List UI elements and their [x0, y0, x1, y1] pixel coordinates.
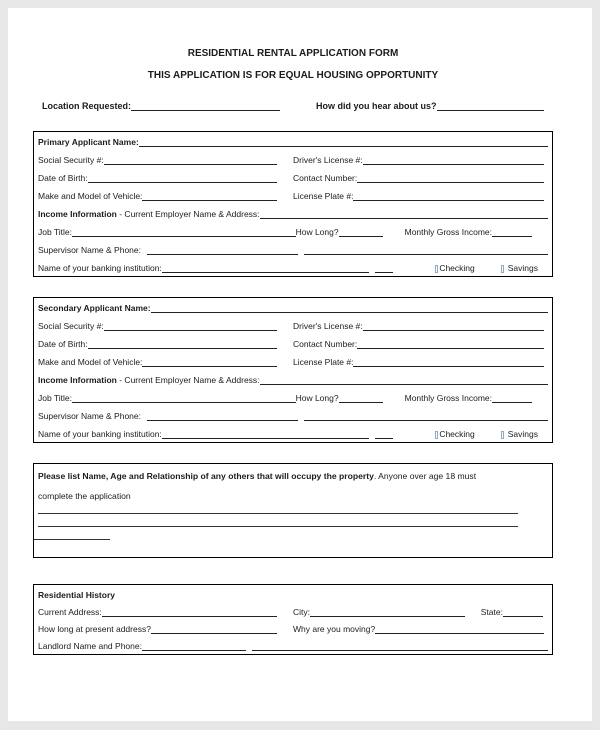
landlord-row	[34, 637, 552, 654]
intro-row	[33, 97, 553, 111]
income-information-bold: Income Information	[38, 209, 117, 219]
bank-row	[34, 424, 552, 442]
job-title-line[interactable]	[72, 235, 296, 237]
secondary-applicant-section	[33, 297, 553, 443]
applicant-name-label: Primary Applicant Name:	[38, 137, 139, 147]
bank-label: Name of your banking institution:	[38, 263, 162, 273]
license-plate-field	[293, 191, 548, 201]
vehicle-plate-row	[34, 352, 552, 370]
savings-checkbox[interactable]	[501, 263, 538, 273]
vehicle-field	[38, 191, 293, 201]
vehicle-field	[38, 357, 293, 367]
document-page	[8, 8, 592, 721]
drivers-license-field	[293, 155, 548, 165]
employer-row	[34, 204, 552, 222]
how-long-label: How Long?	[295, 393, 339, 403]
hear-about-field	[316, 101, 544, 111]
supervisor-row	[34, 406, 552, 424]
bank-line[interactable]	[162, 437, 370, 439]
residential-history-section	[33, 584, 553, 655]
ssn-field	[38, 155, 293, 165]
supervisor-label: Supervisor Name & Phone:	[38, 411, 141, 421]
occupants-section	[33, 463, 553, 558]
landlord-label: Landlord Name and Phone:	[38, 641, 142, 651]
supervisor-row	[34, 240, 552, 258]
applicant-name-line[interactable]	[139, 145, 548, 147]
bank-row	[34, 258, 552, 276]
how-long-label: How Long?	[295, 227, 339, 237]
checkbox-icon	[501, 431, 504, 439]
dob-contact-row	[34, 168, 552, 186]
supervisor-line-1[interactable]	[147, 253, 298, 255]
applicant-name-row	[34, 298, 552, 316]
job-row	[34, 222, 552, 240]
bank-label: Name of your banking institution:	[38, 429, 162, 439]
savings-label: Savings	[507, 429, 538, 439]
applicant-name-line[interactable]	[151, 311, 548, 313]
license-plate-field	[293, 357, 548, 367]
license-plate-line[interactable]	[353, 199, 544, 201]
dob-line[interactable]	[88, 347, 277, 349]
dob-label: Date of Birth:	[38, 339, 88, 349]
income-information-label	[38, 375, 260, 385]
income-information-bold: Income Information	[38, 375, 117, 385]
occupants-instruction-normal: . Anyone over age 18 must	[373, 471, 477, 481]
employer-row	[34, 370, 552, 388]
residential-header-row	[34, 586, 552, 603]
dob-contact-row	[34, 334, 552, 352]
job-title-label: Job Title:	[38, 393, 73, 403]
contact-number-field	[293, 339, 548, 349]
bank-line[interactable]	[162, 271, 370, 273]
bank-line-2[interactable]	[375, 437, 393, 439]
form-subtitle: THIS APPLICATION IS FOR EQUAL HOUSING OPPORTUNITY	[147, 70, 439, 81]
residential-history-header: Residential History	[38, 590, 115, 600]
job-title-label: Job Title:	[38, 227, 73, 237]
drivers-license-field	[293, 321, 548, 331]
ssn-line[interactable]	[104, 163, 277, 165]
occupants-instruction-bold: Please list Name, Age and Relationship of any others that will occupy the property	[38, 471, 374, 481]
supervisor-label: Supervisor Name & Phone:	[38, 245, 141, 255]
job-row	[34, 388, 552, 406]
checkbox-icon	[501, 265, 504, 273]
state-line[interactable]	[503, 615, 543, 617]
employer-line[interactable]	[260, 383, 548, 385]
applicant-name-label: Secondary Applicant Name:	[38, 303, 151, 313]
current-address-line[interactable]	[102, 615, 277, 617]
license-plate-label: License Plate #:	[293, 191, 354, 201]
vehicle-line[interactable]	[142, 199, 277, 201]
employer-label: - Current Employer Name & Address:	[116, 209, 260, 219]
form-content	[33, 8, 553, 655]
contact-number-label: Contact Number:	[293, 173, 358, 183]
state-label: State:	[480, 607, 503, 617]
hear-about-label: How did you hear about us?	[316, 101, 437, 111]
employer-line[interactable]	[260, 217, 548, 219]
license-plate-label: License Plate #:	[293, 357, 354, 367]
employer-label: - Current Employer Name & Address:	[116, 375, 260, 385]
drivers-license-label: Driver's License #:	[293, 321, 363, 331]
supervisor-line-2[interactable]	[304, 419, 548, 421]
occupant-line-1[interactable]	[38, 506, 518, 514]
dob-field	[38, 173, 293, 183]
supervisor-line-1[interactable]	[147, 419, 298, 421]
dob-label: Date of Birth:	[38, 173, 88, 183]
moving-label: Why are you moving?	[293, 624, 376, 634]
gross-income-label: Monthly Gross Income:	[404, 393, 492, 403]
occupants-instruction-line1	[38, 466, 548, 486]
income-information-label	[38, 209, 260, 219]
how-long-line[interactable]	[339, 401, 383, 403]
checking-label: Checking	[439, 263, 475, 273]
gross-income-line[interactable]	[492, 401, 532, 403]
duration-field	[38, 624, 293, 634]
how-long-line[interactable]	[339, 235, 383, 237]
checking-checkbox[interactable]	[435, 429, 474, 439]
drivers-license-line[interactable]	[363, 163, 544, 165]
gross-income-label: Monthly Gross Income:	[404, 227, 492, 237]
header-titles	[33, 43, 553, 87]
ssn-line[interactable]	[104, 329, 277, 331]
license-plate-line[interactable]	[353, 365, 544, 367]
moving-field	[293, 624, 548, 634]
form-title: RESIDENTIAL RENTAL APPLICATION FORM	[187, 48, 399, 59]
location-requested-field	[42, 101, 280, 111]
moving-reason-line[interactable]	[375, 632, 544, 634]
vehicle-label: Make and Model of Vehicle:	[38, 191, 143, 201]
savings-checkbox[interactable]	[501, 429, 538, 439]
city-label: City:	[293, 607, 310, 617]
dob-field	[38, 339, 293, 349]
gross-income-line[interactable]	[492, 235, 532, 237]
occupants-instruction-line2: complete the application	[38, 491, 131, 501]
occupant-line-3[interactable]	[34, 527, 110, 540]
checkbox-icon	[435, 265, 438, 273]
vehicle-plate-row	[34, 186, 552, 204]
landlord-line-1[interactable]	[142, 649, 246, 651]
job-title-line[interactable]	[72, 401, 296, 403]
savings-label: Savings	[507, 263, 538, 273]
drivers-license-line[interactable]	[363, 329, 544, 331]
address-row	[34, 603, 552, 620]
vehicle-line[interactable]	[142, 365, 277, 367]
city-state-field	[293, 607, 548, 617]
contact-number-line[interactable]	[357, 181, 544, 183]
ssn-label: Social Security #:	[38, 321, 104, 331]
location-requested-line[interactable]	[131, 109, 280, 111]
ssn-license-row	[34, 150, 552, 168]
vehicle-label: Make and Model of Vehicle:	[38, 357, 143, 367]
landlord-line-2[interactable]	[252, 649, 548, 651]
contact-number-field	[293, 173, 548, 183]
bank-line-2[interactable]	[375, 271, 393, 273]
contact-number-line[interactable]	[357, 347, 544, 349]
city-line[interactable]	[310, 615, 465, 617]
checking-label: Checking	[439, 429, 475, 439]
duration-line[interactable]	[151, 632, 277, 634]
drivers-license-label: Driver's License #:	[293, 155, 363, 165]
location-requested-label: Location Requested:	[42, 101, 132, 111]
occupant-line-2[interactable]	[38, 514, 518, 527]
applicant-name-row	[34, 132, 552, 150]
ssn-field	[38, 321, 293, 331]
current-address-label: Current Address:	[38, 607, 102, 617]
dob-line[interactable]	[88, 181, 277, 183]
current-address-field	[38, 607, 293, 617]
duration-moving-row	[34, 620, 552, 637]
ssn-license-row	[34, 316, 552, 334]
primary-applicant-section	[33, 131, 553, 277]
checking-checkbox[interactable]	[435, 263, 474, 273]
supervisor-line-2[interactable]	[304, 253, 548, 255]
contact-number-label: Contact Number:	[293, 339, 358, 349]
hear-about-line[interactable]	[437, 109, 544, 111]
duration-label: How long at present address?	[38, 624, 151, 634]
checkbox-icon	[435, 431, 438, 439]
ssn-label: Social Security #:	[38, 155, 104, 165]
